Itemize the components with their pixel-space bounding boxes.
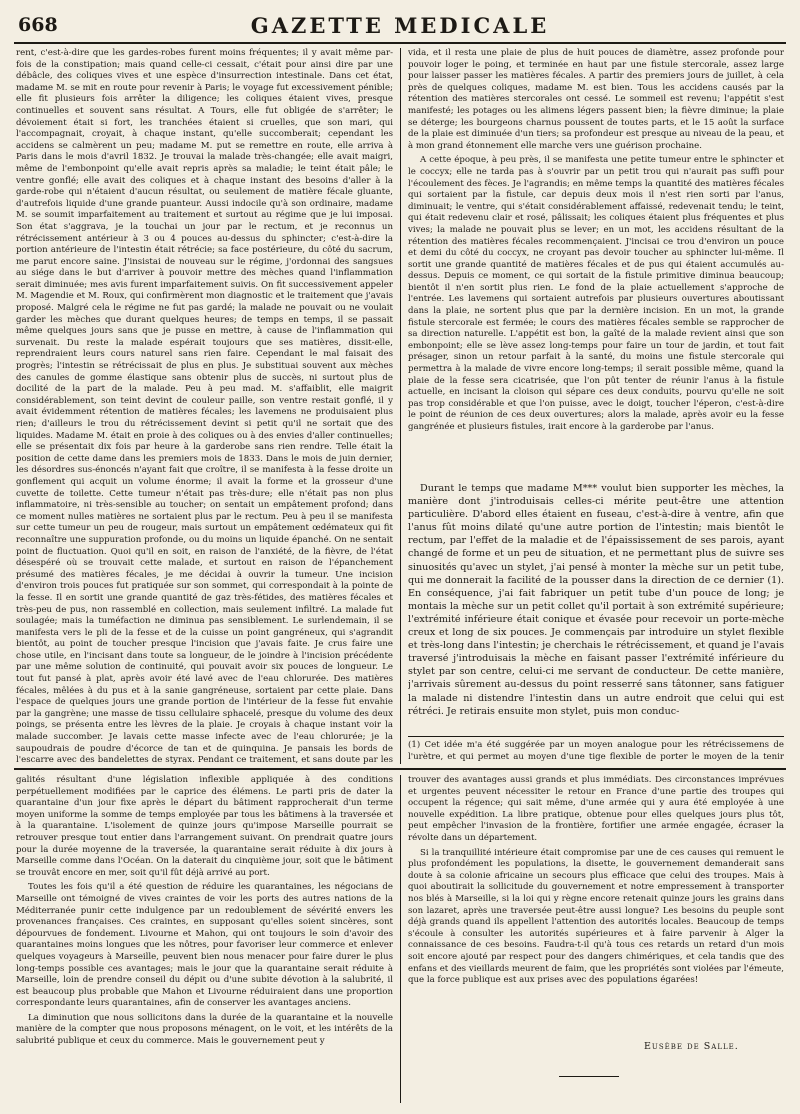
section-divider xyxy=(14,768,786,770)
upper-right-column xyxy=(408,48,784,476)
journal-title: GAZETTE MEDICALE xyxy=(250,13,550,38)
column-divider xyxy=(400,775,401,1103)
article-paragraph: A cette époque, à peu près, il se manifesta une petite tumeur entre le sphincter et le coccyx; elle ne tarda pas à s'ouvrir par un petit trou qui n'aurait pas suffi pour l'écoulement des fèces. Je l'agrandis; en même temps la quantité des matières fécales qui sortaient par la fistule, car depuis deux mois il n'est rien sorti par l'anus, diminuait; le ventre, qui s'était considérablement affaissé, redevenait tendu; le teint, qui était redevenu clair et rosé, pâlissait; les coliques étaient plus fréquentes et plus vives; la malade ne pouvait plus se lever; en un mot, les accidens résultant de la rétention des matières fécales recommençaient. J'incisai ce trou d'environ un pouce et demi du côté du coccyx, ne croyant pas devoir toucher au sphincter lui-même. Il sortit une grande quantité de matières fécales et de pus qui étaient accumulés au-dessus. Depuis ce moment, ce qui sortait de la fistule primitive diminua beaucoup; bientôt il n'en sortit plus rien. Le fond de la plaie actuellement s'approche de l'entrée. Les lavemens qui sortaient autrefois par plusieurs ouvertures aboutissant dans la plaie, ne sortent plus que par la dernière incision. En un mot, la grande fistule stercorale est fermée; le cours des matières fécales semble se rapprocher de sa direction naturelle. L'appétit est bon, la gaîté de la malade revient ainsi que son embonpoint; elle se lève assez long-temps pour faire un tour de jardin, et tout fait présager, sinon un retour parfait à la santé, du moins une fistule stercorale qui permettra à la malade de vivre encore long-temps; il serait possible même, quand la plaie de la fesse sera cicatrisée, que l'on pût tenter de réunir l'anus à la fistule actuelle, en incisant la cloison qui sépare ces deux conduits, pourvu qu'elle ne soit pas trop considérable et que l'on puisse, avec le doigt, toucher l'éperon, c'est-à-dire le point de réunion de ces deux ouvertures; alors la malade, après avoir eu la fesse gangrénée et plusieurs fistules, irait encore à la garderobe par l'anus. xyxy=(408,155,784,432)
footnote-rule xyxy=(408,736,784,737)
page-number: 668 xyxy=(18,14,58,36)
page-header xyxy=(14,8,786,44)
article-paragraph: rent, c'est-à-dire que les gardes-robes furent moins fréquentes; il y avait même par-fois de la constipation; mais quand celle-ci cessait, c'était pour ainsi dire par une débâcle, des coliques vives et une espèce d'insurrection intestinale. Dans cet état, madame M. se mit en route pour revenir à Paris; le voyage fut excessivement pénible; elle fit plusieurs fois arrêter la diligence; les coliques étaient vives, presque continuelles et souvent sans résultat. A Tours, elle fut obligée de s'arrêter; le dévoiement était si fort, les tranchées étaient si cruelles, que son mari, qui l'accompagnait, croyait, à chaque instant, qu'elle succomberait; cependant les accidens se calmèrent un peu; madame M. put se remettre en route, elle arriva à Paris dans le mois d'avril 1832. Je trouvai la malade très-changée; elle avait maigri, même de l'embonpoint qu'elle avait repris après sa maladie; le teint était pâle; le ventre gonflé; elle avait des coliques et à chaque instant des besoins d'aller à la garde-robe qui n'étaient d'aucun résultat, ou seulement de matière fécale gluante, d'autrefois liquide d'une grande puanteur. Aussi indocile qu'à son ordinaire, madame M. se soumit imparfaitement au traitement et surtout au régime que je lui imposai. Son état s'aggrava, je la touchai un jour par le rectum, et je reconnus un rétrécissement antérieur à 3 ou 4 pouces au-dessus du sphincter; c'est-à-dire la portion antérieure de l'intestin était rétrécie; sa face postérieure, du côté du sacrum, me parut encore saine. J'insistai de nouveau sur le régime, j'ordonnai des sangsues au siége dans le but d'arriver à pouvoir mettre des mèches quand l'inflammation serait diminuée; mes avis furent imparfaitement suivis. On fit successivement appeler M. Magendie et M. Roux, qui confirmèrent mon diagnostic et le traitement que j'avais proposé. Malgré cela le régime ne fut pas gardé; la malade ne pouvait ou ne voulait garder les mèches que durant quelques heures; de temps en temps, il se passait même quelques jours sans que je pusse en mettre, à cause de l'inflammation qui survenait. Du reste la malade espérait toujours que ses matières, dissit-elle, reprendraient leurs cours naturel sans rien faire. Cependant le mal faisait des progrès; l'intestin se rétrécissait de plus en plus. Je substituai souvent aux mèches des canules de gomme élastique sans obtenir plus de succès, ni surtout plus de docilité de la part de la malade. Peu à peu mad. M. s'affaiblit, elle maigrit considérablement, son teint devint de couleur paille, son ventre restait gonflé, il y avait évidemment rétention de matières fécales; les lavemens ne produisaient plus rien; d'ailleurs le trou du rétrécissement devint si petit qu'il ne sortait que des liquides. Madame M. était en proie à des coliques ou à des envies d'aller continuelles; elle se présentait dix fois par heure à la garderobe sans rien rendre. Telle était la position de cette dame dans les premiers mois de 1833. Dans le mois de juin dernier, les désordres sus-énoncés n'ayant fait que croître, il se manifesta à la fesse droite un gonflement qui acquit un volume énorme; il avait la forme et la grosseur d'une cuvette de toilette. Cette tumeur n'était pas très-dure; elle n'était pas non plus inflammatoire, ni très-sensible au toucher; on sentait un empâtement profond; dans ce moment nulles matières ne sortaient plus par le rectum. Peu à peu il se manifesta sur cette tumeur un peu de rougeur, mais surtout un empâtement œdémateux qui fit reconnaître une suppuration profonde, ou du moins un liquide épanché. On ne sentait point de fluctuation. Quoi qu'il en soit, en raison de l'anxiété, de la fièvre, de l'état désespéré où se trouvait cette malade, et surtout en raison de l'épanchement présumé des matières fécales, je me décidai à ouvrir la tumeur. Une incision d'environ trois pouces fut pratiquée sur son sommet, qui correspondait à la pointe de la fesse. Il en sortit une grande quantité de gaz très-fétides, des matières fécales et très-peu de pus, non rassemblé en collection, mais seulement infiltré. La malade fut soulagée; mais la tuméfaction ne diminua pas sensiblement. Le surlendemain, il se manifesta vers le pli de la fesse et de la cuisse un point gangréneux, qui s'agrandit bientôt, au point de toucher presque l'incision que j'avais faite. Je crus faire une chose utile, en l'incisant dans toute sa longueur, de le joindre à l'incision précédente par une même solution de continuité, qui pouvait avoir six pouces de longueur. Le tout fut pansé à plat, après avoir été lavé avec de l'eau chlorurée. Des matières fécales, mêlées à du pus et à la sanie gangréneuse, sortaient par cette plaie. Dans l'espace de quelques jours une grande portion de l'intérieur de la fesse fut envahie par la gangrène; une masse de tissu cellulaire sphacelé, presque du volume des deux poings, se présenta entre les lèvres de la plaie. Je croyais à chaque instant voir la malade succomber. Je lavais cette masse infecte avec de l'eau chlorurée; je la saupoudrais de poudre d'écorce de tan et de quinquina. Je pansais les bords de l'escarre avec des bandelettes de styrax. Pendant ce traitement, et sans doute par les xyxy=(16,48,393,764)
author-signature: Eusèbe de Salle. xyxy=(644,1041,739,1052)
article-paragraph: trouver des avantages aussi grands et plus immédiats. Des circonstances imprévues et urgentes peuvent nécessiter le retour en France d'une partie des troupes qui occupent la régence; qui sait même, d'une armée qui y aura été employée à une nouvelle expédition. La libre pratique, obtenue pour elles quelques jours plus tôt, peut empêcher l'invasion de la frontière, fortifier une armée engagée, écraser la révolte dans un département. xyxy=(408,775,784,843)
article-paragraph: Toutes les fois qu'il a été question de réduire les quarantaines, les négocians de Marseille ont témoigné de vives craintes de voir les ports des autres nations de la Méditerranée punir cette indulgence par un redoublement de sévérité envers les provenances françaises. Ces craintes, en supposant qu'elles soient sincères, sont dépourvues de fondement. Livourne et Mahon, qui ont toujours le soin d'avoir des quarantaines moins longues que les nôtres, pour favoriser leur commerce et enlever quelques voyageurs à Marseille, peuvent bien nous menacer pour faire durer le plus long-temps possible ces avantages; mais le jour que la quarantaine serait réduite à Marseille, loin de prendre conseil du dépit ou d'une subite dévotion à la salubrité, il est beaucoup plus probable que Mahon et Livourne réduiraient dans une proportion correspondante leurs quarantaines, afin de conserver les avantages anciens. xyxy=(16,882,393,1009)
footnote: (1) Cet idée m'a été suggérée par un moyen analogue pour les rétrécissemens de l'urètre, et qui permet au moyen d'une tige flexible de porter le moyen de la tenir xyxy=(408,740,784,762)
lower-left-column xyxy=(16,775,393,1103)
article-paragraph: galités résultant d'une législation inflexible appliquée à des conditions perpétuellement modifiées par le caprice des élémens. Le parti pris de dater la quarantaine d'un jour fixe après le départ du bâtiment rapprocherait d'un terme moyen uniforme la somme de temps employée par tous les bâtimens à la traversée et à la quarantaine. L'isolement de quinze jours qu'impose Marseille pourrait se retrouver presque tout entier dans l'arrangement suivant. On prendrait quatre jours pour la durée moyenne de la traversée, la quarantaine serait réduite à dix jours à Marseille comme dans l'Océan. On la daterait du cinquième jour, soit que le bâtiment se trouvât encore en mer, soit qu'il fût déjà arrivé au port. xyxy=(16,775,393,878)
article-paragraph: Si la tranquillité intérieure était compromise par une de ces causes qui remuent le plus profondément les populations, la disette, le gouvernement demanderait sans doute à sa colonie africaine un secours plus efficace que celui des troupes. Mais à quoi aboutirait la sollicitude du gouvernement et notre empressement à transporter nos blés à Marseille, si la loi qui y règne encore retenait quinze jours les grains dans son lazaret, après une traversée peut-être aussi longue? Les besoins du peuple sont déjà grands quand ils appellent l'attention des autorités locales. Beaucoup de temps s'écoule à consulter les autorités supérieures et à faire parvenir à Alger la connaissance de ces besoins. Faudra-t-il qu'à tous ces retards un retard d'un mois soit encore ajouté par respect pour des dangers chimériques, et cela tandis que des enfans et des vieillards meurent de faim, que les propriétés sont violées par l'émeute, que la force publique est aux prises avec des populations égarées! xyxy=(408,847,784,986)
end-rule xyxy=(559,1076,619,1077)
article-paragraph: vida, et il resta une plaie de plus de huit pouces de diamètre, assez profonde pour pouvoir loger le poing, et terminée en haut par une fistule stercorale, assez large pour laisser passer les matières fécales. A partir des premiers jours de juillet, à cela près de quelques coliques, madame M. est bien. Tous les accidens causés par la rétention des matières stercorales ont cessé. Le sommeil est revenu; l'appétit s'est manifesté; les potages ou les alimens légers passent bien; la fièvre diminue; la plaie se déterge; les bourgeons charnus poussent de toutes parts, et le 15 août la surface de la plaie est diminuée d'un tiers; sa profondeur est presque au niveau de la peau, et à mon grand étonnement elle marche vers une guérison prochaine. xyxy=(408,48,784,151)
article-paragraph: Durant le temps que madame M*** voulut bien supporter les mèches, la manière dont j'introduisais celles-ci mérite peut-être une attention particulière. D'abord elles étaient en fuseau, c'est-à-dire à ventre, afin que l'anus fût moins dilaté qu'une autre portion de l'intestin; mais bientôt le rectum, par l'effet de la maladie et de l'épaississement de ses parois, ayant changé de forme et un peu de situation, et ne permettant plus de suivre ses sinuosités qu'avec un stylet, j'ai pensé à monter la mèche sur un petit tube, qui me donnerait la facilité de la pousser dans la direction de ce dernier (1). En conséquence, j'ai fait fabriquer un petit tube d'un pouce de long; je montais la mèche sur un petit collet qu'il portait à son extrémité supérieure; l'extrémité inférieure était conique et évasée pour recevoir un porte-mèche creux et long de six pouces. Je commençais par introduire un stylet flexible et très-long dans l'intestin; je cherchais le rétrécissement, et quand je l'avais traversé j'introduisais la mèche en faisant passer l'extrémité inférieure du stylet par son centre, celui-ci me servant de conducteur. De cette manière, j'arrivais sûrement au-dessus du point resserré sans tâtonner, sans fatiguer la malade ni distendre l'intestin dans un autre endroit que celui qui est rétréci. Je retirais ensuite mon stylet, puis mon conduc- xyxy=(408,483,784,717)
upper-left-column xyxy=(16,48,393,764)
newspaper-page xyxy=(14,8,786,1106)
column-divider xyxy=(400,48,401,764)
article-paragraph: La diminution que nous sollicitons dans la durée de la quarantaine et la nouvelle manière de la compter que nous proposons ménagent, on le voit, et les intérêts de la salubrité publique et ceux du commerce. Mais le gouvernement peut y xyxy=(16,1012,393,1047)
lower-right-column xyxy=(408,775,784,1033)
mèches-paragraph-column xyxy=(408,482,784,730)
